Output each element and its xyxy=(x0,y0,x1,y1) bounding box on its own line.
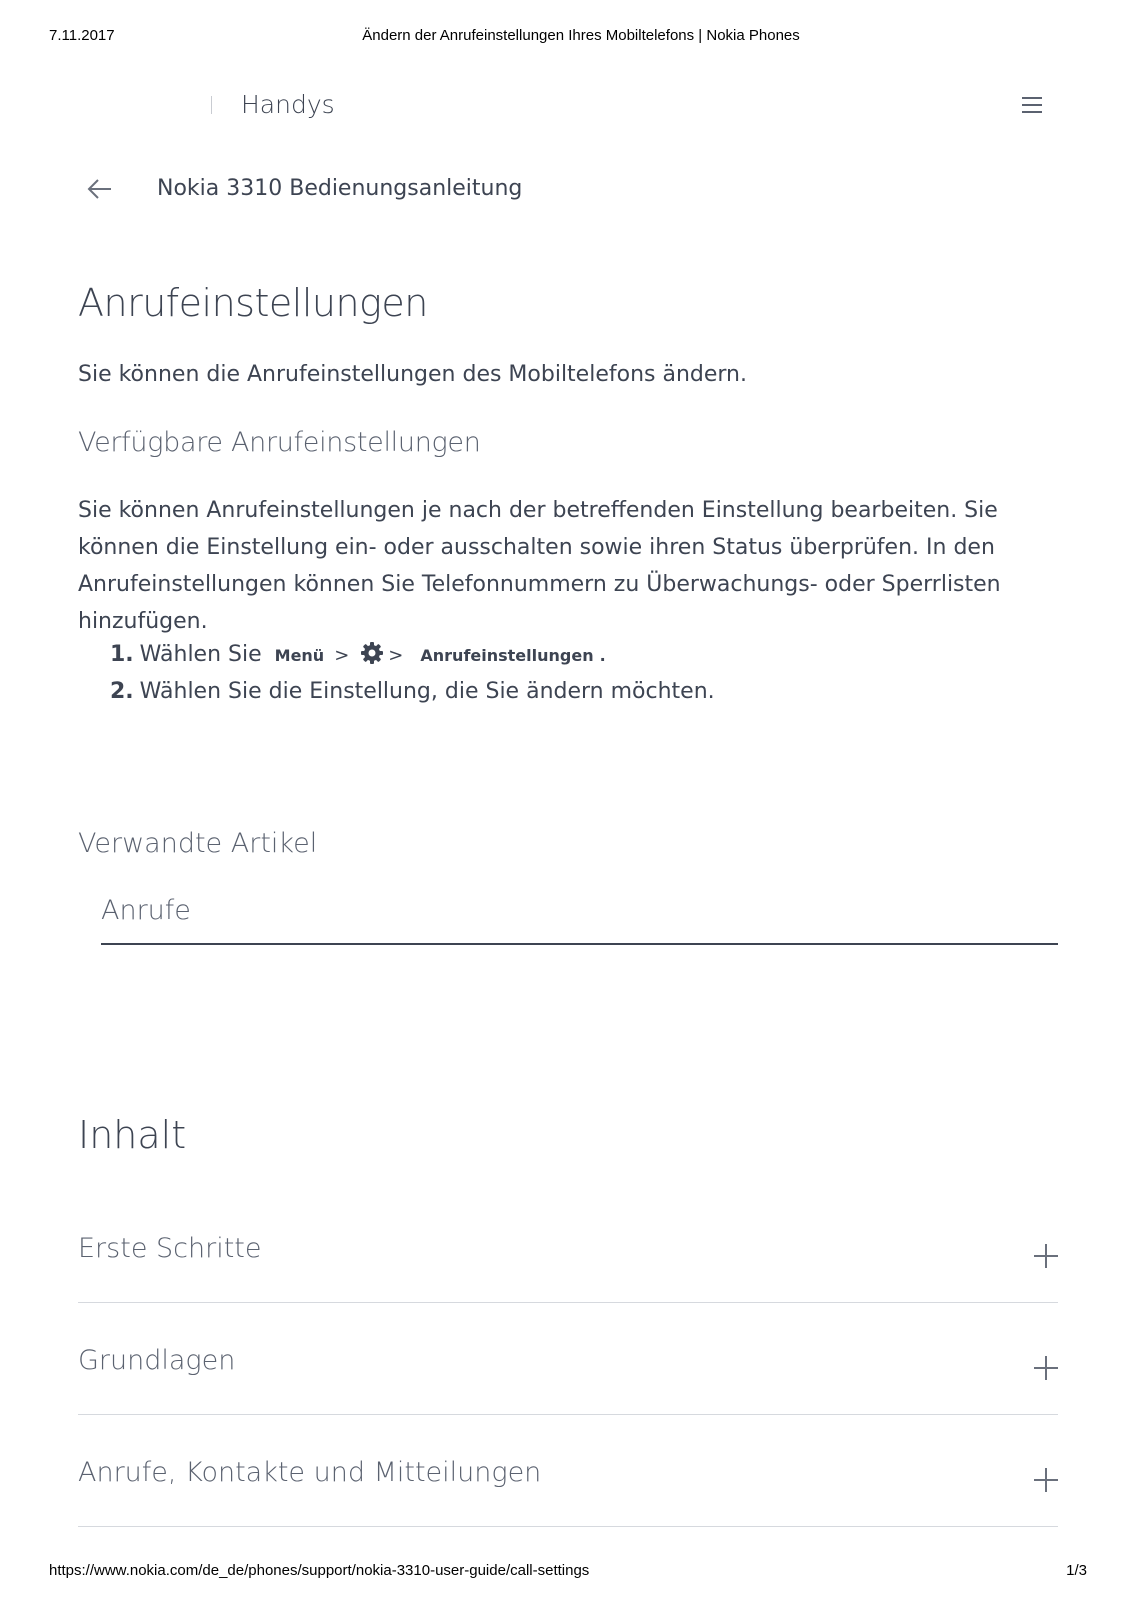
menu-term: Menü xyxy=(274,646,325,665)
step-text: Wählen Sie die Einstellung, die Sie ändern möchten. xyxy=(139,679,715,704)
step-text: Wählen Sie xyxy=(139,642,262,667)
toc-item-anrufe-kontakte-mitteilungen[interactable] xyxy=(78,1414,1058,1527)
article-body: Sie können Anrufeinstellungen je nach der betreffenden Einstellung bearbeiten. Sie können die Einstellung ein- oder ausschalten sowie ihren Status überprüfen. In den Anrufeinstellungen können Sie Telefonnummern zu Überwachungs- oder Sperrlisten hinzufügen. xyxy=(78,498,1001,634)
toc-item-grundlagen[interactable] xyxy=(78,1302,1058,1415)
related-article-link[interactable] xyxy=(101,895,1058,945)
arrow-left-icon[interactable] xyxy=(86,174,116,204)
hamburger-menu-icon[interactable] xyxy=(1022,97,1042,113)
site-section-title[interactable]: Handys xyxy=(241,90,335,119)
article-intro: Sie können die Anrufeinstellungen des Mobiltelefons ändern. xyxy=(78,362,747,387)
setting-term: Anrufeinstellungen xyxy=(420,646,594,665)
toc-item-label: Anrufe, Kontakte und Mitteilungen xyxy=(78,1457,542,1488)
print-header xyxy=(0,27,1132,47)
related-articles-title: Verwandte Artikel xyxy=(78,828,318,859)
plus-icon[interactable] xyxy=(1034,1244,1058,1268)
toc-item-label: Grundlagen xyxy=(78,1345,236,1376)
breadcrumb xyxy=(0,170,1132,210)
print-page-title: Ändern der Anrufeinstellungen Ihres Mobiltelefons | Nokia Phones xyxy=(362,27,800,44)
step-item xyxy=(110,636,715,673)
separator: > xyxy=(388,645,404,666)
step-number: 2. xyxy=(110,679,134,704)
site-header xyxy=(0,82,1132,132)
print-footer xyxy=(0,1562,1132,1582)
print-page-number: 1/3 xyxy=(1066,1562,1087,1579)
page-title: Anrufeinstellungen xyxy=(78,281,428,325)
toc-title: Inhalt xyxy=(78,1113,187,1157)
step-item xyxy=(110,673,715,710)
header-divider xyxy=(211,96,212,114)
gear-icon xyxy=(360,641,384,665)
brand-logo-area[interactable] xyxy=(78,90,208,124)
plus-icon[interactable] xyxy=(1034,1356,1058,1380)
step-number: 1. xyxy=(110,642,134,667)
steps-list xyxy=(110,636,715,710)
print-date: 7.11.2017 xyxy=(49,27,115,44)
related-article-label: Anrufe xyxy=(101,895,191,926)
toc-item-label: Erste Schritte xyxy=(78,1233,262,1264)
step-suffix: . xyxy=(599,646,606,665)
toc-item-erste-schritte[interactable] xyxy=(78,1190,1058,1303)
section-subtitle: Verfügbare Anrufeinstellungen xyxy=(78,427,481,458)
separator: > xyxy=(334,645,350,666)
plus-icon[interactable] xyxy=(1034,1468,1058,1492)
print-url: https://www.nokia.com/de_de/phones/support/nokia-3310-user-guide/call-settings xyxy=(49,1562,590,1579)
breadcrumb-link[interactable]: Nokia 3310 Bedienungsanleitung xyxy=(157,176,523,201)
